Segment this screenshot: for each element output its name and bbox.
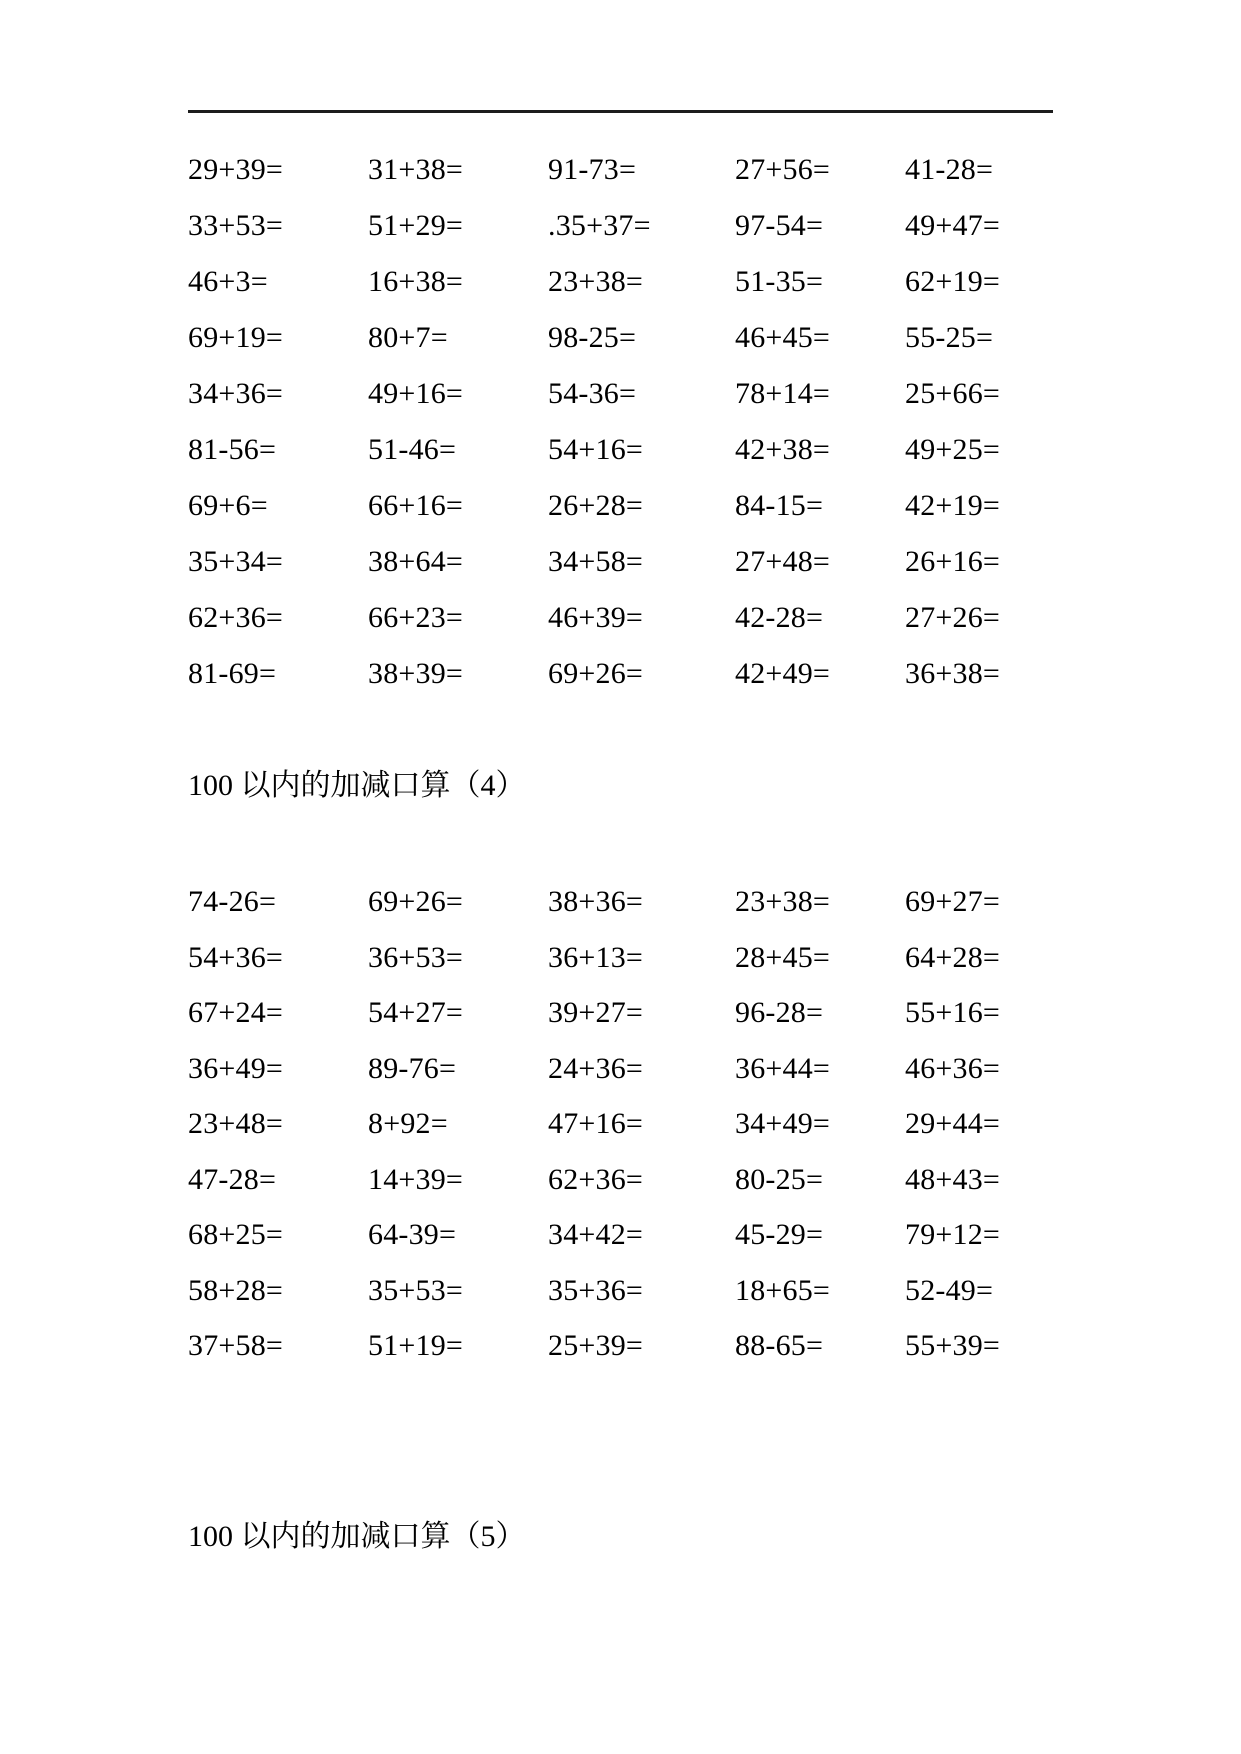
math-problem: 69+27=	[905, 885, 1001, 918]
math-problem: 31+38=	[368, 153, 464, 186]
math-problem: 36+49=	[188, 1051, 284, 1085]
math-problem: 25+66=	[905, 377, 1001, 410]
math-problem: 80-25=	[735, 1162, 824, 1196]
header-rule-line	[188, 110, 1053, 113]
problem-row	[188, 366, 1108, 422]
problem-row	[188, 254, 1108, 310]
math-problem: 41-28=	[905, 153, 994, 186]
problem-row	[188, 646, 1108, 702]
math-problem: 47+16=	[548, 1107, 644, 1140]
math-problem: 37+58=	[188, 1329, 284, 1362]
problem-row	[188, 590, 1108, 646]
problem-row	[188, 930, 1108, 986]
math-problem: 51+19=	[368, 1329, 464, 1362]
math-problem: 36+13=	[548, 940, 644, 974]
math-problem: 46+36=	[905, 1051, 1001, 1085]
math-problem: 55+16=	[905, 996, 1001, 1029]
math-problem: 66+16=	[368, 489, 464, 522]
math-problem: 34+49=	[735, 1107, 831, 1140]
math-problem: 67+24=	[188, 996, 284, 1029]
math-problem: 51+29=	[368, 209, 464, 242]
math-problem: 29+44=	[905, 1107, 1001, 1140]
math-problem: 88-65=	[735, 1329, 824, 1362]
math-problem: 54+16=	[548, 433, 644, 466]
math-problem: 33+53=	[188, 209, 284, 242]
math-problem: 35+36=	[548, 1273, 644, 1307]
section-heading-5: 100 以内的加减口算（5）	[188, 1520, 526, 1553]
math-problem: 47-28=	[188, 1162, 277, 1196]
math-problem: 49+25=	[905, 433, 1001, 466]
math-problem: 69+19=	[188, 321, 284, 354]
math-problem: 81-69=	[188, 657, 277, 690]
problem-row	[188, 310, 1108, 366]
math-problem: 23+38=	[548, 265, 644, 298]
math-problem: 66+23=	[368, 601, 464, 634]
math-problem: 78+14=	[735, 377, 831, 410]
math-problem: 42-28=	[735, 601, 824, 634]
math-problem: 45-29=	[735, 1218, 824, 1251]
math-problem: 97-54=	[735, 209, 824, 242]
problem-row	[188, 1207, 1108, 1263]
math-problem: 46+39=	[548, 601, 644, 634]
math-problem: 23+38=	[735, 885, 831, 918]
problem-row	[188, 874, 1108, 930]
problem-grid-section-4	[188, 874, 1108, 1374]
math-problem: 27+26=	[905, 601, 1001, 634]
math-problem: 51-46=	[368, 433, 457, 466]
math-problem: 58+28=	[188, 1273, 284, 1307]
math-problem: 84-15=	[735, 489, 824, 522]
math-problem: 96-28=	[735, 996, 824, 1029]
math-problem: 68+25=	[188, 1218, 284, 1251]
problem-row	[188, 478, 1108, 534]
math-problem: 36+53=	[368, 940, 464, 974]
math-problem: 98-25=	[548, 321, 637, 354]
math-problem: 62+36=	[548, 1162, 644, 1196]
math-problem: 69+26=	[548, 657, 644, 690]
math-problem: 42+19=	[905, 489, 1001, 522]
math-problem: 54+36=	[188, 940, 284, 974]
math-problem: 35+34=	[188, 545, 284, 578]
problem-row	[188, 1152, 1108, 1208]
math-problem: 91-73=	[548, 153, 637, 186]
math-problem: 89-76=	[368, 1051, 457, 1085]
math-problem: 34+58=	[548, 545, 644, 578]
math-problem: 46+45=	[735, 321, 831, 354]
math-problem: 55+39=	[905, 1329, 1001, 1362]
problem-row	[188, 534, 1108, 590]
math-problem: 49+16=	[368, 377, 464, 410]
math-problem: 64-39=	[368, 1218, 457, 1251]
section-heading-4: 100 以内的加减口算（4）	[188, 769, 526, 802]
math-problem: 28+45=	[735, 940, 831, 974]
math-problem: 62+36=	[188, 601, 284, 634]
math-problem: 18+65=	[735, 1273, 831, 1307]
math-problem: 25+39=	[548, 1329, 644, 1362]
math-problem: 69+26=	[368, 885, 464, 918]
problem-row	[188, 1318, 1108, 1374]
math-problem: 29+39=	[188, 153, 284, 186]
problem-row	[188, 142, 1108, 198]
math-problem: 38+64=	[368, 545, 464, 578]
math-problem: 26+16=	[905, 545, 1001, 578]
problem-row	[188, 422, 1108, 478]
math-problem: 38+36=	[548, 885, 644, 918]
math-problem: 55-25=	[905, 321, 994, 354]
math-problem: 62+19=	[905, 265, 1001, 298]
math-problem: 46+3=	[188, 265, 268, 298]
math-problem: 39+27=	[548, 996, 644, 1029]
math-problem: 49+47=	[905, 209, 1001, 242]
math-problem: .35+37=	[548, 209, 651, 242]
math-problem: 38+39=	[368, 657, 464, 690]
math-problem: 36+38=	[905, 657, 1001, 690]
math-problem: 35+53=	[368, 1273, 464, 1307]
math-problem: 23+48=	[188, 1107, 284, 1140]
math-problem: 51-35=	[735, 265, 824, 298]
problem-row	[188, 1263, 1108, 1319]
math-problem: 42+38=	[735, 433, 831, 466]
math-problem: 16+38=	[368, 265, 464, 298]
math-problem: 54+27=	[368, 996, 464, 1029]
math-problem: 64+28=	[905, 940, 1001, 974]
math-problem: 34+42=	[548, 1218, 644, 1251]
math-problem: 80+7=	[368, 321, 448, 354]
problem-row	[188, 1096, 1108, 1152]
math-problem: 27+56=	[735, 153, 831, 186]
math-problem: 69+6=	[188, 489, 268, 522]
math-problem: 42+49=	[735, 657, 831, 690]
math-problem: 27+48=	[735, 545, 831, 578]
math-problem: 52-49=	[905, 1273, 994, 1307]
math-problem: 54-36=	[548, 377, 637, 410]
math-problem: 74-26=	[188, 885, 277, 918]
problem-row	[188, 985, 1108, 1041]
math-problem: 79+12=	[905, 1218, 1001, 1251]
math-problem: 26+28=	[548, 489, 644, 522]
problem-row	[188, 198, 1108, 254]
math-problem: 36+44=	[735, 1051, 831, 1085]
math-problem: 14+39=	[368, 1162, 464, 1196]
math-problem: 24+36=	[548, 1051, 644, 1085]
math-problem: 34+36=	[188, 377, 284, 410]
math-problem: 48+43=	[905, 1162, 1001, 1196]
problem-row	[188, 1041, 1108, 1097]
math-problem: 81-56=	[188, 433, 277, 466]
problem-grid-section-3	[188, 142, 1108, 702]
math-problem: 8+92=	[368, 1107, 448, 1140]
